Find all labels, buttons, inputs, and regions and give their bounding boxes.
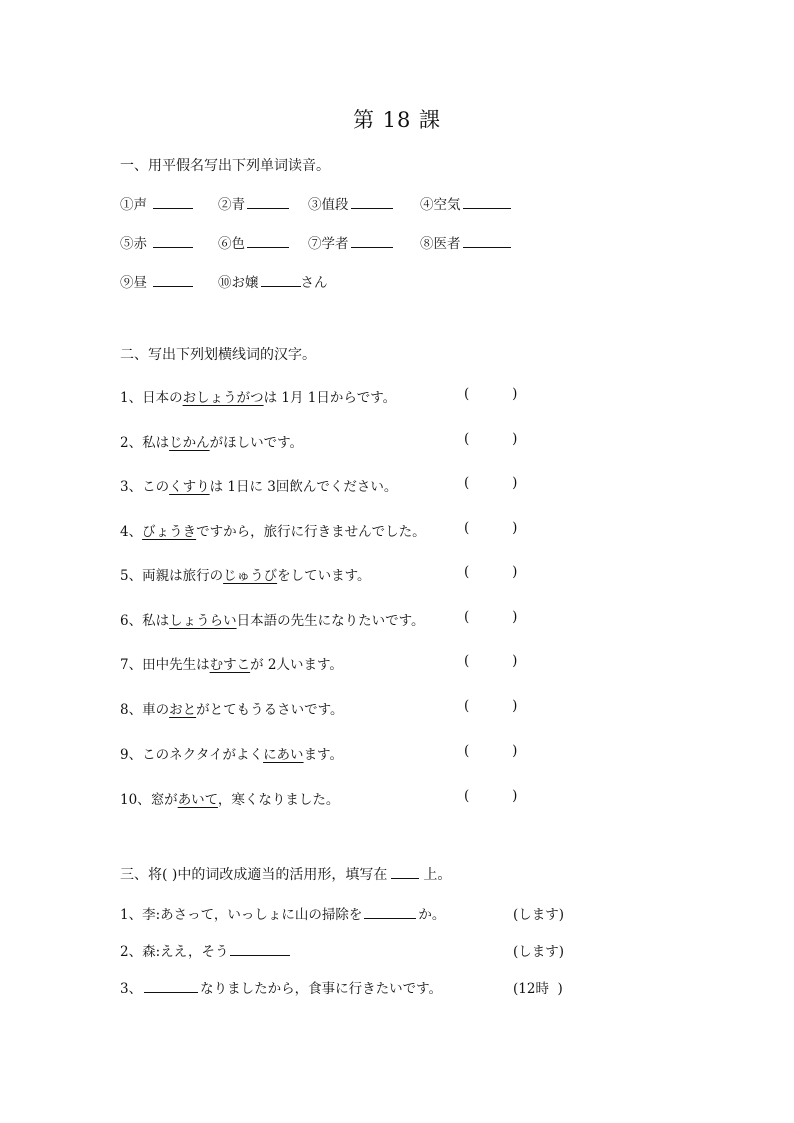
question-text: 私は xyxy=(142,435,170,451)
question-text: がとてもうるさいです。 xyxy=(196,702,344,718)
question-row-7 xyxy=(120,653,343,673)
question-row-6 xyxy=(120,609,425,629)
question-text: この xyxy=(142,479,170,495)
question-text: 日本の xyxy=(142,390,183,406)
underlined-word: にあい xyxy=(263,747,304,763)
answer-parens[interactable]: ( ) xyxy=(464,698,518,714)
vocab-item-2 xyxy=(218,193,289,213)
verb-hint: (12時 ) xyxy=(513,981,563,997)
question-text: 李:あさって，いっしょに山の掃除を xyxy=(142,907,363,923)
question-text: は 1月 1日からです。 xyxy=(263,390,397,406)
section3-heading xyxy=(120,864,451,884)
fill-row-1 xyxy=(120,903,445,923)
underlined-word: おと xyxy=(169,702,197,718)
question-text: 窓が xyxy=(150,792,178,808)
answer-parens[interactable]: ( ) xyxy=(464,653,518,669)
answer-parens[interactable]: ( ) xyxy=(464,386,518,402)
answer-blank[interactable] xyxy=(247,194,289,209)
question-row-8 xyxy=(120,698,344,718)
vocab-item-4 xyxy=(420,193,511,213)
answer-parens[interactable]: ( ) xyxy=(464,431,518,447)
section1-heading: 一、用平假名写出下列单词读音。 xyxy=(120,158,330,174)
question-number: 3、 xyxy=(120,981,143,997)
vocab-item-8 xyxy=(420,232,511,252)
section2-heading: 二、写出下列划横线词的汉字。 xyxy=(120,347,316,363)
answer-blank[interactable] xyxy=(463,194,511,209)
vocab-word: ⑥色 xyxy=(218,236,245,252)
vocab-word: ①声 xyxy=(120,197,147,213)
verb-hint: (します) xyxy=(513,907,565,923)
answer-blank[interactable] xyxy=(153,272,193,287)
question-text: 私は xyxy=(142,613,170,629)
question-number: 2、 xyxy=(120,944,143,960)
question-number: 9、 xyxy=(120,747,143,763)
question-number: 1、 xyxy=(120,390,143,406)
vocab-word: ⑨昼 xyxy=(120,275,147,291)
question-number: 1、 xyxy=(120,907,143,923)
answer-blank[interactable] xyxy=(463,233,511,248)
question-row-2 xyxy=(120,431,303,451)
question-text: がほしいです。 xyxy=(209,435,304,451)
answer-parens[interactable]: ( ) xyxy=(464,788,518,804)
question-text: 両親は旅行の xyxy=(142,568,224,584)
answer-blank[interactable] xyxy=(247,233,289,248)
question-text: 森:ええ，そう xyxy=(142,944,229,960)
answer-blank[interactable] xyxy=(261,272,301,287)
vocab-word: ③值段 xyxy=(308,197,349,213)
question-row-4 xyxy=(120,520,426,540)
vocab-word: ②青 xyxy=(218,197,245,213)
fill-row-2 xyxy=(120,940,290,960)
question-text: なりましたから，食事に行きたいです。 xyxy=(200,981,443,997)
vocab-item-10 xyxy=(218,271,328,291)
question-row-5 xyxy=(120,564,371,584)
question-number: 7、 xyxy=(120,657,143,673)
fill-row-3 xyxy=(120,977,442,997)
question-text: は 1日に 3回飲んでください。 xyxy=(209,479,398,495)
answer-blank[interactable] xyxy=(153,194,193,209)
verb-hint: (します) xyxy=(513,944,565,960)
answer-blank[interactable] xyxy=(153,233,193,248)
heading-text: 上。 xyxy=(423,867,452,883)
vocab-word: ⑧医者 xyxy=(420,236,461,252)
question-number: 6、 xyxy=(120,613,143,629)
question-text: ます。 xyxy=(303,747,343,763)
underlined-word: あいて xyxy=(177,792,218,808)
underlined-word: くすり xyxy=(169,479,210,495)
heading-blank xyxy=(391,864,419,879)
underlined-word: じかん xyxy=(169,435,210,451)
question-row-10 xyxy=(120,788,339,808)
question-number: 10、 xyxy=(120,792,151,808)
question-text: をしています。 xyxy=(277,568,371,584)
answer-parens[interactable]: ( ) xyxy=(464,564,518,580)
answer-blank[interactable] xyxy=(364,904,416,919)
vocab-item-5 xyxy=(120,232,193,252)
heading-text: 三、将( )中的词改成適当的活用形，填写在 xyxy=(120,867,388,883)
question-row-1 xyxy=(120,386,396,406)
vocab-item-1 xyxy=(120,193,193,213)
underlined-word: びょうき xyxy=(142,524,197,540)
answer-blank[interactable] xyxy=(230,941,290,956)
vocab-word: ④空気 xyxy=(420,197,461,213)
answer-blank[interactable] xyxy=(351,194,393,209)
question-text: が 2人います。 xyxy=(250,657,343,673)
question-number: 2、 xyxy=(120,435,143,451)
question-text: 日本語の先生になりたいです。 xyxy=(236,613,425,629)
answer-blank[interactable] xyxy=(144,978,198,993)
question-text: か。 xyxy=(418,907,446,923)
question-number: 8、 xyxy=(120,702,143,718)
underlined-word: じゅうび xyxy=(223,568,278,584)
question-row-3 xyxy=(120,475,397,495)
answer-parens[interactable]: ( ) xyxy=(464,475,518,491)
question-text: ですから，旅行に行きませんでした。 xyxy=(196,524,426,540)
vocab-word: ⑦学者 xyxy=(308,236,349,252)
question-number: 5、 xyxy=(120,568,143,584)
vocab-item-3 xyxy=(308,193,393,213)
vocab-suffix: さん xyxy=(300,275,328,291)
question-text: 田中先生は xyxy=(142,657,210,673)
answer-blank[interactable] xyxy=(351,233,393,248)
page-title: 第 18 課 xyxy=(352,108,442,132)
answer-parens[interactable]: ( ) xyxy=(464,743,518,759)
underlined-word: おしょうがつ xyxy=(182,390,264,406)
answer-parens[interactable]: ( ) xyxy=(464,520,518,536)
vocab-word: ⑤赤 xyxy=(120,236,147,252)
vocab-item-9 xyxy=(120,271,193,291)
underlined-word: むすこ xyxy=(209,657,251,673)
question-text: 車の xyxy=(142,702,170,718)
vocab-item-7 xyxy=(308,232,393,252)
question-row-9 xyxy=(120,743,343,763)
vocab-word: ⑩お嬢 xyxy=(218,275,259,291)
question-number: 3、 xyxy=(120,479,143,495)
question-text: このネクタイがよく xyxy=(142,747,264,763)
vocab-item-6 xyxy=(218,232,289,252)
question-text: ，寒くなりました。 xyxy=(217,792,340,808)
question-number: 4、 xyxy=(120,524,143,540)
answer-parens[interactable]: ( ) xyxy=(464,609,518,625)
underlined-word: しょうらい xyxy=(169,613,237,629)
